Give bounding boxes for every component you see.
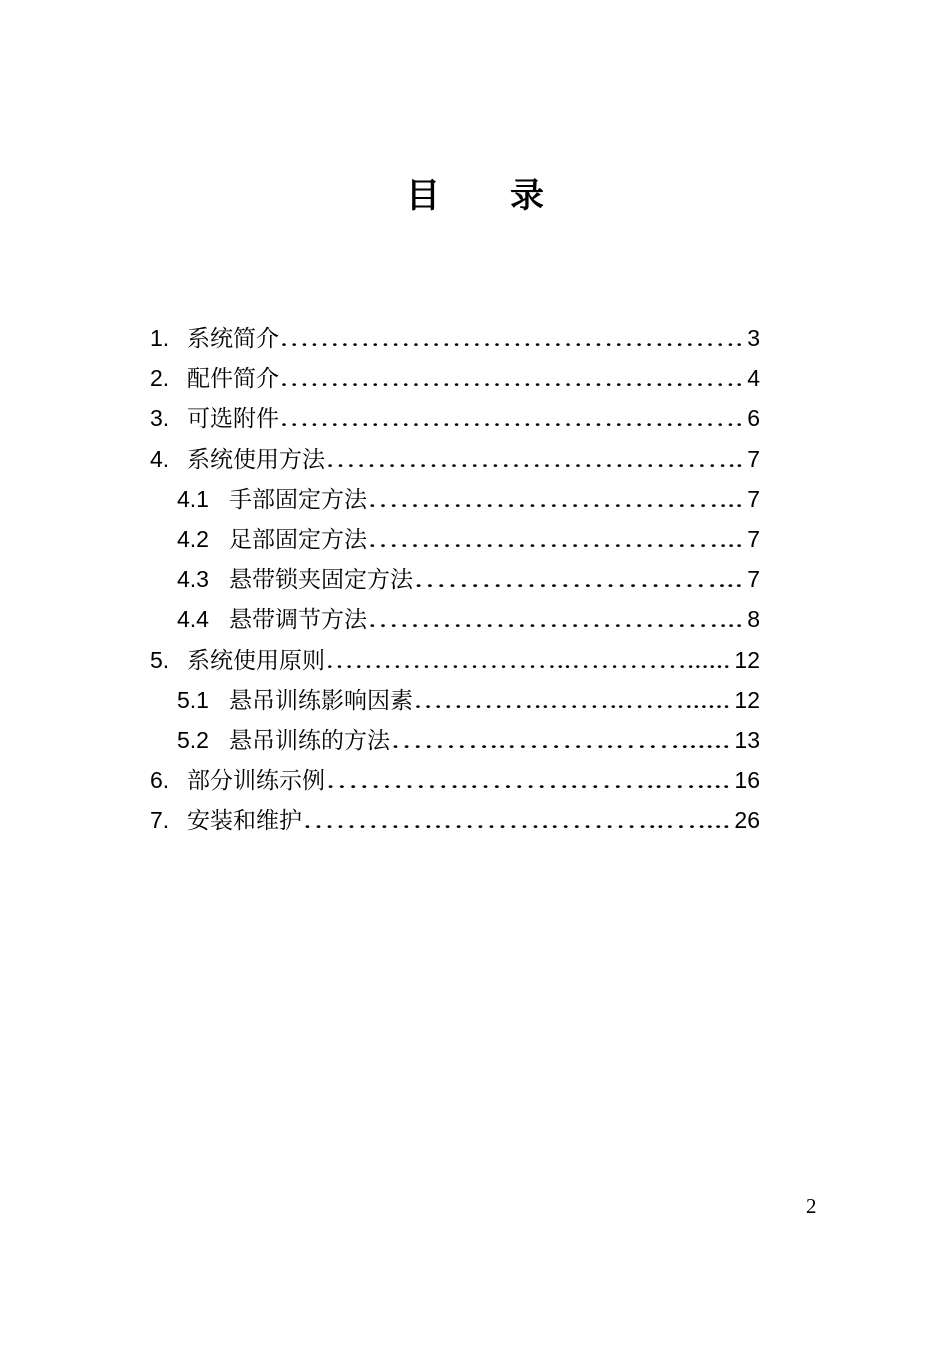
- toc-entry-leader: ………….……….……..…....: [325, 768, 731, 794]
- toc-entry[interactable]: [150, 599, 760, 639]
- toc-entry-leader: ……………………………………….: [279, 366, 744, 392]
- toc-entry-leader: …………………………………..: [325, 446, 744, 472]
- toc-entry-number: 4.3: [177, 566, 209, 593]
- toc-entry-label: 悬带锁夹固定方法: [229, 567, 413, 594]
- toc-entry-page: 7: [745, 439, 760, 479]
- toc-entry-leader: …………..……..……......: [413, 687, 731, 713]
- toc-entry-label: 悬吊训练影响因素: [229, 687, 413, 714]
- toc-entry-page: 26: [732, 800, 760, 840]
- toc-entry-number: 7.: [150, 807, 170, 834]
- toc-entry-leader: ……………………………...: [367, 486, 744, 512]
- toc-entry-page: 8: [745, 599, 760, 639]
- toc-entry[interactable]: [150, 720, 760, 760]
- toc-entry-label: 悬带调节方法: [229, 607, 367, 634]
- table-of-contents: [150, 318, 760, 840]
- toc-entry-label: 悬吊训练的方法: [229, 727, 390, 754]
- toc-entry-leader: ……………………………...: [367, 607, 744, 633]
- toc-entry[interactable]: [150, 519, 760, 559]
- toc-entry-label: 系统使用原则: [187, 647, 325, 674]
- toc-entry-page: 12: [732, 680, 760, 720]
- toc-entry-label: 配件简介: [187, 366, 279, 393]
- toc-entry-leader: ……………………………………….: [279, 326, 744, 351]
- page-title-char-2: 录: [510, 176, 544, 216]
- toc-entry-number: 6.: [150, 767, 170, 794]
- page-number: 2: [806, 1194, 817, 1218]
- toc-entry-label: 系统简介: [187, 326, 279, 352]
- toc-entry[interactable]: [150, 760, 760, 800]
- toc-entry-page: 12: [732, 640, 760, 680]
- toc-entry[interactable]: [150, 680, 760, 720]
- toc-entry-label: 安装和维护: [187, 808, 302, 835]
- toc-entry[interactable]: [150, 358, 760, 398]
- toc-entry[interactable]: [150, 439, 760, 479]
- toc-entry[interactable]: [150, 479, 760, 519]
- toc-entry-number: 4.2: [177, 525, 209, 552]
- toc-entry-label: 可选附件: [187, 406, 279, 433]
- toc-entry-label: 手部固定方法: [229, 486, 367, 513]
- toc-entry-label: 部分训练示例: [187, 768, 325, 795]
- toc-entry-page: 3: [745, 318, 760, 358]
- toc-entry-number: 4.4: [177, 606, 209, 633]
- toc-entry-leader: ……………………………...: [367, 526, 744, 552]
- toc-entry[interactable]: [150, 318, 760, 358]
- toc-entry-number: 4.: [150, 445, 170, 472]
- toc-entry[interactable]: [150, 800, 760, 840]
- toc-entry-number: 3.: [150, 405, 170, 432]
- toc-entry[interactable]: [150, 559, 760, 599]
- toc-entry-page: 16: [732, 760, 760, 800]
- toc-entry-leader: ……………………..…………......: [325, 647, 731, 673]
- toc-entry-leader: ………..……….……......: [390, 727, 731, 753]
- toc-entry-number: 4.1: [177, 485, 209, 512]
- toc-entry-number: 5.2: [177, 726, 209, 753]
- toc-entry-label: 足部固定方法: [229, 526, 367, 553]
- toc-entry-page: 7: [745, 479, 760, 519]
- toc-entry[interactable]: [150, 640, 760, 680]
- page-title-char-1: 目: [406, 176, 440, 216]
- toc-entry-leader: ………………………...: [413, 567, 744, 593]
- toc-entry-page: 13: [732, 720, 760, 760]
- toc-entry-number: 1.: [150, 325, 170, 351]
- toc-entry[interactable]: [150, 398, 760, 438]
- toc-entry-number: 2.: [150, 365, 170, 392]
- toc-entry-label: 系统使用方法: [187, 446, 325, 473]
- toc-entry-page: 7: [745, 559, 760, 599]
- toc-entry-page: 6: [745, 398, 760, 438]
- toc-entry-number: 5.1: [177, 686, 209, 713]
- page-title: [0, 170, 950, 222]
- toc-entry-page: 7: [745, 519, 760, 559]
- toc-entry-leader: ………….……….………..…....: [302, 808, 731, 834]
- toc-entry-number: 5.: [150, 646, 170, 673]
- toc-entry-leader: ……………………………………….: [279, 406, 744, 432]
- toc-entry-page: 4: [745, 358, 760, 398]
